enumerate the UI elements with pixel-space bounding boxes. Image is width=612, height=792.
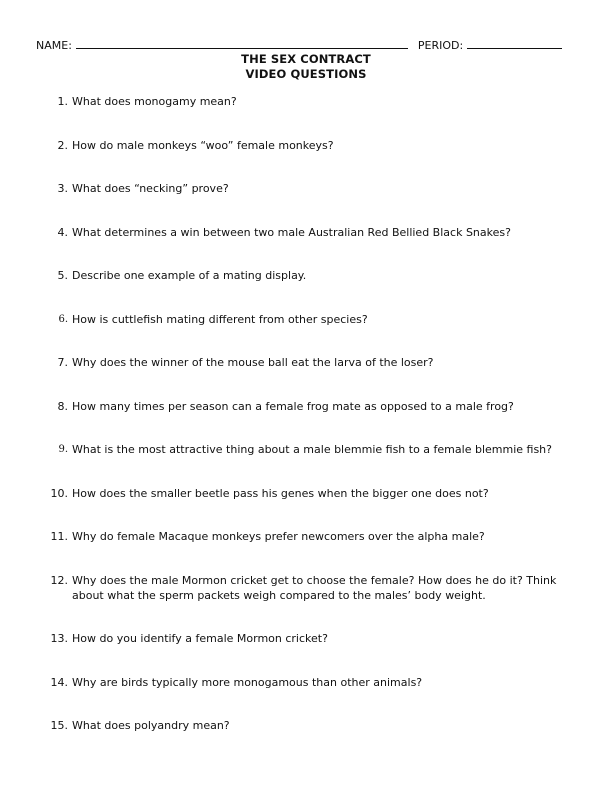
question-number: 4. [57, 226, 68, 239]
name-label: NAME: [36, 39, 72, 52]
question-text: How do you identify a female Mormon cricket? [72, 632, 328, 645]
question-text: Why do female Macaque monkeys prefer newcomers over the alpha male? [72, 530, 485, 543]
question-number: 11. [50, 530, 68, 543]
question-number: 9. [58, 444, 68, 455]
question-text: Why does the winner of the mouse ball eat the larva of the loser? [72, 356, 434, 369]
question-number: 12. [50, 574, 68, 587]
question-text: How many times per season can a female frog mate as opposed to a male frog? [72, 400, 514, 413]
period-label: PERIOD: [417, 39, 464, 52]
question-number: 1. [57, 95, 68, 108]
question-number: 8. [57, 400, 68, 413]
question-text: What does “necking” prove? [72, 182, 229, 195]
question-text: How does the smaller beetle pass his genes when the bigger one does not? [72, 487, 489, 500]
question-number: 10. [50, 487, 68, 500]
question-number: 5. [57, 269, 68, 282]
worksheet-title: THE SEX CONTRACT [241, 52, 371, 66]
question-number: 3. [57, 182, 68, 195]
question-text: What determines a win between two male Australian Red Bellied Black Snakes? [72, 226, 511, 239]
worksheet-subtitle: VIDEO QUESTIONS [245, 67, 367, 81]
question-text: What does monogamy mean? [72, 95, 237, 108]
question-number: 6. [58, 314, 68, 325]
question-text: What does polyandry mean? [72, 719, 230, 732]
question-number: 14. [50, 676, 68, 689]
question-text: How is cuttlefish mating different from other species? [72, 313, 368, 326]
question-number: 15. [50, 719, 68, 732]
question-text: How do male monkeys “woo” female monkeys? [72, 139, 334, 152]
question-number: 7. [57, 356, 68, 369]
question-text: Describe one example of a mating display. [72, 269, 307, 282]
question-text: Why does the male Mormon cricket get to choose the female? How does he do it? Think about what the sperm packets weigh compared to the males’ body weight. [72, 574, 557, 602]
question-text: What is the most attractive thing about a male blemmie fish to a female blemmie fish? [72, 443, 552, 456]
question-number: 2. [57, 139, 68, 152]
question-text: Why are birds typically more monogamous than other animals? [72, 676, 423, 689]
question-number: 13. [50, 632, 68, 645]
